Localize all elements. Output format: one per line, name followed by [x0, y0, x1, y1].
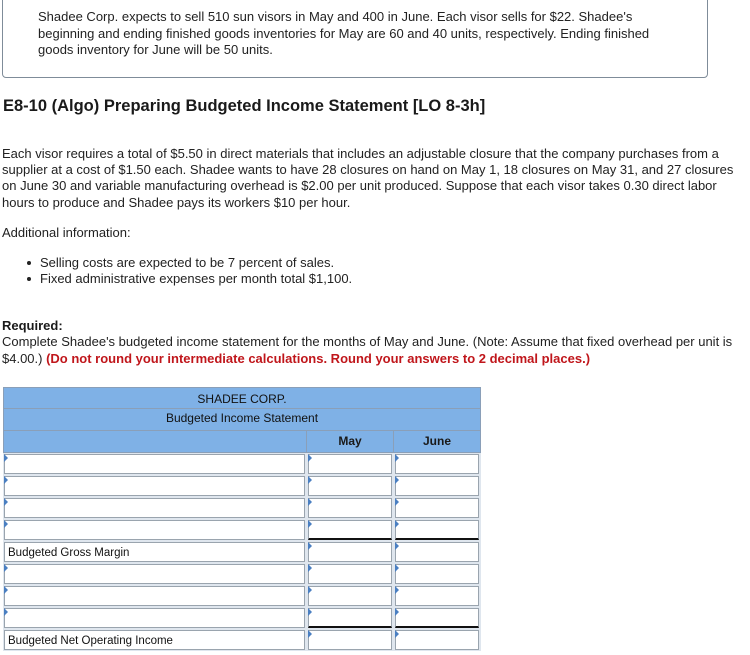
line-item-label-dropdown[interactable]	[4, 476, 305, 496]
table-row	[3, 607, 481, 629]
may-net-income-input[interactable]	[308, 630, 393, 650]
june-amount-input[interactable]	[395, 454, 479, 474]
table-row	[3, 453, 481, 475]
required-label: Required:	[2, 318, 63, 333]
june-amount-input[interactable]	[395, 564, 479, 584]
may-amount-input[interactable]	[308, 608, 393, 628]
bullet-selling-costs: Selling costs are expected to be 7 percent of sales.	[24, 255, 352, 271]
gross-margin-label-cell	[4, 542, 305, 562]
rounding-warning: (Do not round your intermediate calculations. Round your answers to 2 decimal places.)	[46, 350, 591, 366]
column-header-row	[3, 431, 481, 453]
gross-margin-label: Budgeted Gross Margin	[8, 547, 130, 559]
june-amount-input[interactable]	[395, 498, 479, 518]
net-income-label-cell	[4, 630, 305, 650]
additional-info-list	[24, 255, 352, 287]
company-name-header: SHADEE CORP.	[3, 387, 481, 409]
net-operating-income-row	[3, 629, 481, 651]
june-amount-input[interactable]	[395, 586, 479, 606]
june-net-income-input[interactable]	[395, 630, 479, 650]
statement-title-header: Budgeted Income Statement	[3, 409, 481, 431]
may-amount-input[interactable]	[308, 520, 393, 540]
june-amount-input[interactable]	[395, 520, 479, 540]
may-amount-input[interactable]	[308, 564, 393, 584]
table-row	[3, 563, 481, 585]
may-amount-input[interactable]	[308, 476, 393, 496]
may-column-header: May	[307, 431, 394, 452]
problem-title: E8-10 (Algo) Preparing Budgeted Income Statement [LO 8-3h]	[3, 97, 486, 115]
line-item-label-dropdown[interactable]	[4, 586, 305, 606]
required-text	[2, 334, 747, 367]
line-item-label-dropdown[interactable]	[4, 498, 305, 518]
problem-description: Each visor requires a total of $5.50 in direct materials that includes an adjustable closure that the company purchases from a supplier at a cost of $1.50 each. Shadee wants to have 28 closures on hand on May 1, 18 closures on May 31, and 27 closures on June 30 and variable manufacturing overhead is $2.00 per unit produced. Suppose that each visor takes 0.30 direct labor hours to produce and Shadee pays its workers $10 per hour.	[2, 146, 734, 210]
additional-info-label: Additional information:	[2, 225, 131, 240]
table-row	[3, 585, 481, 607]
june-column-header: June	[422, 434, 451, 448]
may-gross-margin-input[interactable]	[308, 542, 393, 562]
income-statement-worksheet	[3, 387, 481, 651]
may-amount-input[interactable]	[308, 454, 393, 474]
june-amount-input[interactable]	[395, 476, 479, 496]
line-item-label-dropdown[interactable]	[4, 608, 305, 628]
line-item-label-dropdown[interactable]	[4, 564, 305, 584]
table-row	[3, 497, 481, 519]
given-info-text: Shadee Corp. expects to sell 510 sun visors in May and 400 in June. Each visor sells for $22. Shadee's beginning and ending finished goods inventories for May are 60 and 40 units, respectively. Ending finished goods inventory for June will be 50 units.	[38, 9, 650, 57]
june-gross-margin-input[interactable]	[395, 542, 479, 562]
gross-margin-row	[3, 541, 481, 563]
may-amount-input[interactable]	[308, 498, 393, 518]
label-column-header	[4, 431, 307, 452]
table-row	[3, 475, 481, 497]
net-income-label: Budgeted Net Operating Income	[8, 635, 173, 647]
june-amount-input[interactable]	[395, 608, 479, 628]
bullet-fixed-admin: Fixed administrative expenses per month total $1,100.	[24, 271, 352, 287]
may-amount-input[interactable]	[308, 586, 393, 606]
line-item-label-dropdown[interactable]	[4, 454, 305, 474]
required-instruction: Complete Shadee's budgeted income statement for the months of May and June. (Note: Assume that fixed overhead per unit is $4.00.)	[2, 334, 733, 366]
table-row	[3, 519, 481, 541]
line-item-label-dropdown[interactable]	[4, 520, 305, 540]
